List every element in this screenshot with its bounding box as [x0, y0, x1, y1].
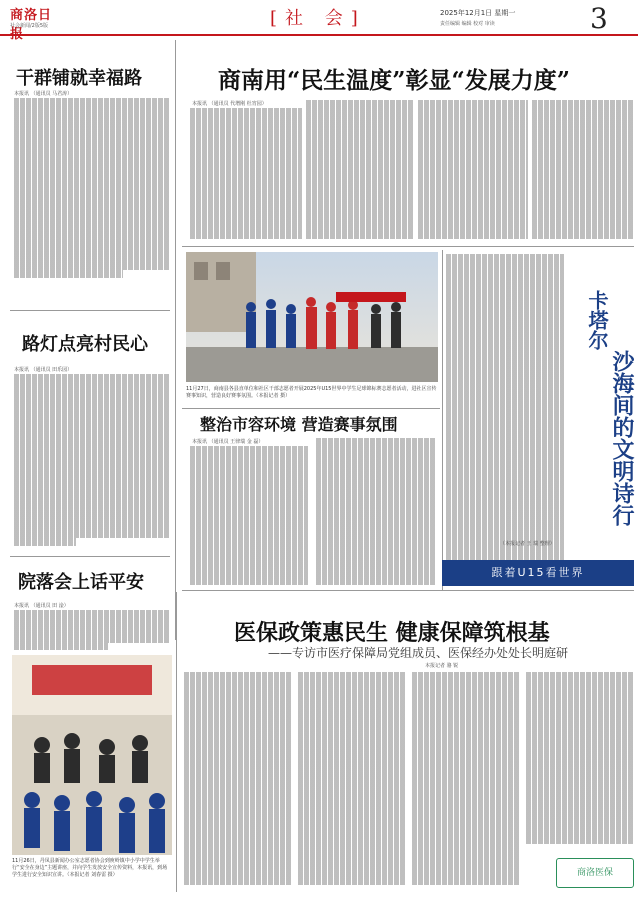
- article-3-body: [14, 374, 170, 554]
- left-photo-caption: 11月26日，丹凤县新闻办公室志愿者协会到庾岭镇中小学中学生举行“安全在身边”主题讲座，并向学生发放安全宣传资料，本报讯，到场学生进行安全知识宣讲。（本报记者 刘春雷 摄）: [12, 858, 168, 878]
- headline-5: 院落会上话平安: [18, 572, 144, 593]
- byline-5: 本报讯 （通讯员 田 淦）: [14, 603, 69, 609]
- separator: [10, 310, 170, 311]
- separator: [182, 246, 634, 247]
- page-number: 3: [590, 2, 608, 35]
- byline-1: 本报讯 （通讯员 马君涛）: [14, 91, 73, 97]
- article-2-col3: [418, 100, 528, 243]
- medical-insurance-brand: 商洛医保: [576, 868, 613, 878]
- sidebar-title: 沙海间的文明诗行: [609, 350, 635, 526]
- byline-3: 本报讯 （通讯员 田乐园）: [14, 367, 73, 373]
- section-title: [社 会]: [270, 8, 366, 29]
- column-divider: [176, 592, 177, 892]
- separator: [182, 590, 634, 591]
- u15-banner: 跟着U15看世界: [442, 560, 634, 586]
- article-5-body: [14, 610, 170, 650]
- subheadline-6: ——专访市医疗保障局党组成员、医保经办处处长明庭研: [268, 646, 569, 660]
- separator: [182, 408, 440, 409]
- school-photo: [12, 655, 172, 855]
- article-4-col2: [316, 438, 436, 586]
- byline-4: 本报讯 （通讯员 王律瑞 金 磊）: [192, 439, 264, 445]
- article-6-col4: [526, 672, 634, 852]
- article-2-col2: [306, 100, 414, 243]
- column-divider: [442, 250, 443, 590]
- byline-2: 本报讯 （通讯员 代增刚 杜宵园）: [192, 101, 267, 107]
- byline-6: 本报记者 骆 锐: [425, 663, 459, 669]
- newspaper-logo: 商洛日报: [10, 8, 53, 42]
- masthead-editors: 责任编辑 编辑 校对 审读: [440, 21, 495, 27]
- masthead: [0, 0, 638, 42]
- event-photo: [186, 252, 438, 382]
- sidebar-col1: [446, 254, 564, 579]
- article-2-col4: [532, 100, 634, 243]
- column-divider: [175, 40, 176, 640]
- sidebar-author: （本报记者 王 瑞 整理）: [500, 541, 555, 547]
- article-4-col1: [190, 446, 308, 586]
- photo-volunteers-image: [186, 252, 438, 382]
- headline-3: 路灯点亮村民心: [22, 334, 148, 355]
- article-6-col2: [298, 672, 406, 892]
- photo-caption: 11月27日，商南县各县直单位和社区干部志愿者开展2025年U15世界中学生足球锦标赛志愿者活动，进社区宣传赛事知识，营造良好赛事氛围。（本报记者 摄）: [186, 386, 437, 399]
- article-1-body: [14, 98, 170, 283]
- headline-1: 干群铺就幸福路: [16, 68, 142, 89]
- article-6-col1: [184, 672, 292, 892]
- headline-6: 医保政策惠民生 健康保障筑根基: [234, 620, 550, 646]
- masthead-date: 2025年12月1日 星期一: [440, 9, 516, 17]
- masthead-sub: 社会新闻/2版5版: [10, 23, 49, 29]
- separator: [10, 556, 170, 557]
- headline-4: 整治市容环境 营造赛事氛围: [200, 415, 398, 434]
- article-2-col1: [190, 108, 302, 243]
- sidebar-kicker: 卡塔尔: [585, 290, 609, 350]
- article-6-col3: [412, 672, 520, 892]
- headline-2: 商南用“民生温度”彰显“发展力度”: [218, 67, 570, 94]
- photo-students-image: [12, 655, 172, 855]
- medical-insurance-logo: [556, 858, 634, 888]
